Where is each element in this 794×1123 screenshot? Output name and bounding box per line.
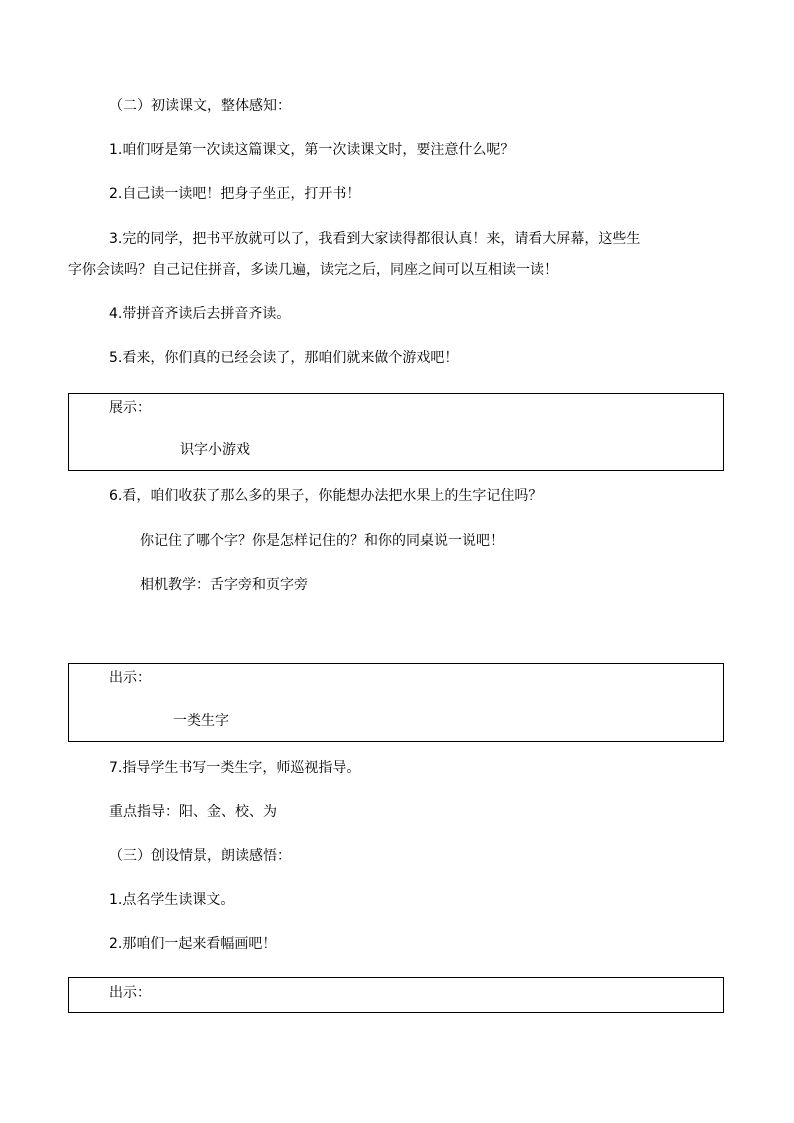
- section-heading-scenario: （三）创设情景，朗读感悟：: [109, 848, 291, 864]
- display-box-game: [68, 393, 724, 471]
- paragraph-4: 4.带拼音齐读后去拼音齐读。: [109, 306, 291, 322]
- paragraph-3-line-2: 字你会读吗？自己记住拼音，多读几遍，读完之后，同座之间可以互相读一读！: [68, 262, 558, 278]
- paragraph-6: 6.看，咱们收获了那么多的果子，你能想办法把水果上的生字记住吗？: [109, 488, 543, 504]
- section3-paragraph-1: 1.点名学生读课文。: [109, 892, 235, 908]
- paragraph-5: 5.看来，你们真的已经会读了，那咱们就来做个游戏吧！: [109, 350, 459, 366]
- box-label: 展示：: [109, 400, 151, 416]
- box-label: 出示：: [109, 670, 151, 686]
- focus-guidance: 重点指导：阳、金、校、为: [109, 804, 277, 820]
- box-content: 一类生字: [173, 713, 229, 729]
- paragraph-6-sub-1: 你记住了哪个字？你是怎样记住的？和你的同桌说一说吧！: [140, 533, 504, 549]
- paragraph-7: 7.指导学生书写一类生字，师巡视指导。: [109, 760, 361, 776]
- paragraph-1: 1.咱们呀是第一次读这篇课文，第一次读课文时，要注意什么呢？: [109, 142, 515, 158]
- paragraph-6-sub-2: 相机教学：舌字旁和页字旁: [140, 577, 308, 593]
- box-label: 出示：: [109, 985, 151, 1001]
- section3-paragraph-2: 2.那咱们一起来看幅画吧！: [109, 936, 277, 952]
- box-content: 识字小游戏: [180, 442, 250, 458]
- paragraph-3-line-1: 3.完的同学，把书平放就可以了，我看到大家读得都很认真！来，请看大屏幕，这些生: [109, 231, 641, 247]
- paragraph-2: 2.自己读一读吧！把身子坐正，打开书！: [109, 186, 361, 202]
- display-box-picture: [68, 977, 724, 1013]
- display-box-characters: [68, 663, 724, 742]
- section-heading-initial-reading: （二）初读课文，整体感知：: [109, 98, 291, 114]
